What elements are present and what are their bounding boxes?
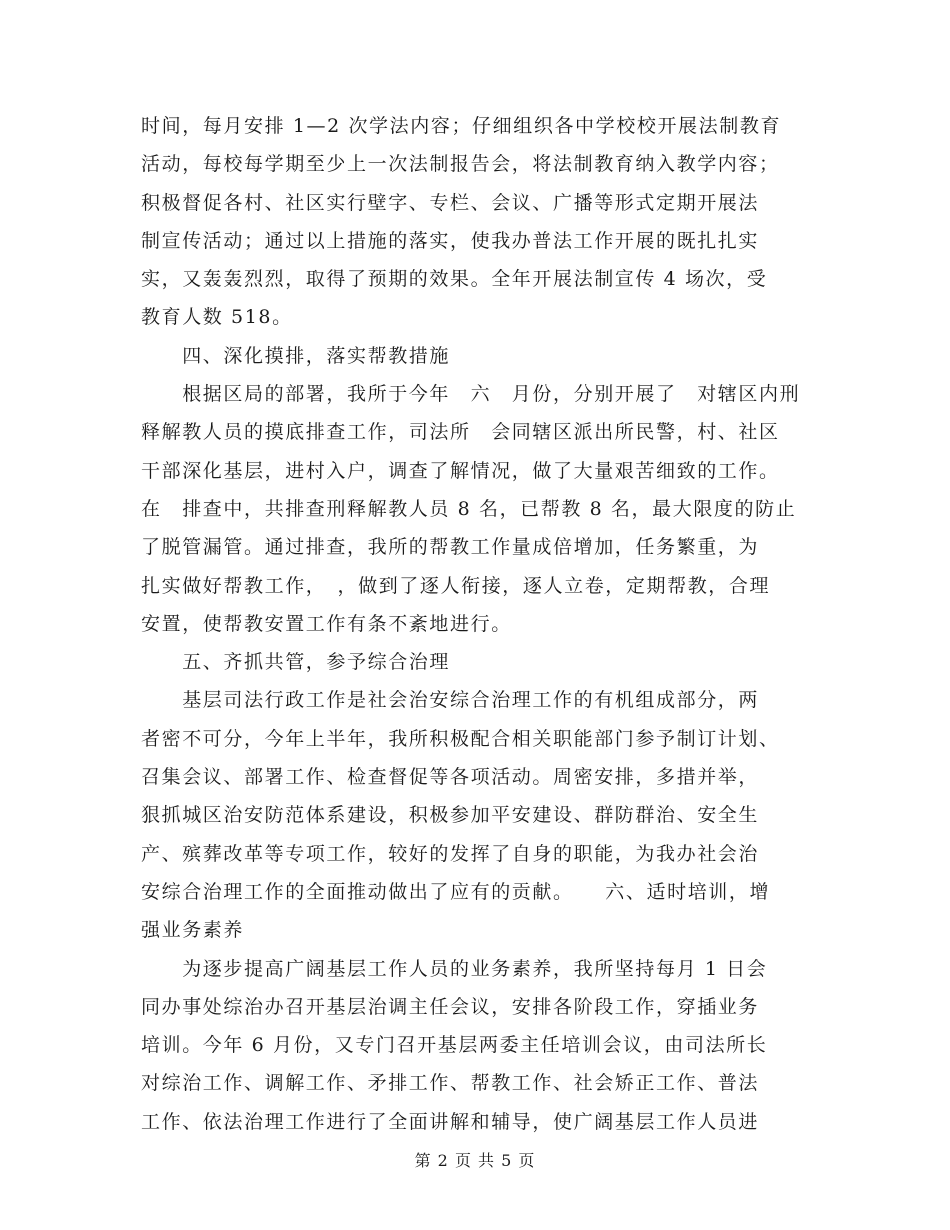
paragraph-line: 为逐步提高广阔基层工作人员的业务素养，我所坚持每月 1 日会 [141,957,768,980]
paragraph-line: 安置，使帮教安置工作有条不紊地进行。 [141,612,512,635]
paragraph-line: 扎实做好帮教工作， ，做到了逐人衔接，逐人立卷，定期帮教，合理 [141,574,771,597]
paragraph-line: 工作、依法治理工作进行了全面讲解和辅导，使广阔基层工作人员进 [141,1110,760,1133]
paragraph-line: 产、殡葬改革等专项工作，较好的发挥了自身的职能，为我办社会治 [141,842,760,865]
paragraph-line: 召集会议、部署工作、检查督促等各项活动。周密安排，多措并举， [141,766,760,789]
paragraph-line: 积极督促各村、社区实行壁字、专栏、会议、广播等形式定期开展法 [141,191,760,214]
paragraph-line: 释解教人员的摸底排查工作，司法所 会同辖区派出所民警，村、社区 [141,421,780,444]
paragraph-line: 了脱管漏管。通过排查，我所的帮教工作量成倍增加，任务繁重，为 [141,536,760,559]
paragraph-line: 制宣传活动；通过以上措施的落实，使我办普法工作开展的既扎扎实 [141,229,760,252]
paragraph-line: 狠抓城区治安防范体系建设，积极参加平安建设、群防群治、安全生 [141,804,760,827]
page-number-footer: 第 2 页 共 5 页 [414,1151,536,1170]
paragraph-line: 五、齐抓共管，参予综合治理 [141,651,451,674]
paragraph-line: 强业务素养 [141,919,245,942]
paragraph-line: 干部深化基层，进村入户，调查了解情况，做了大量艰苦细致的工作。 [141,459,780,482]
paragraph-line: 在 排查中，共排查刑释解教人员 8 名，已帮教 8 名，最大限度的防止 [141,497,797,520]
paragraph-line: 活动，每校每学期至少上一次法制报告会，将法制教育纳入教学内容； [141,153,780,176]
paragraph-line: 基层司法行政工作是社会治安综合治理工作的有机组成部分，两 [141,689,760,712]
paragraph-line: 四、深化摸排，落实帮教措施 [141,344,451,367]
paragraph-line: 教育人数 518。 [141,306,293,329]
paragraph-line: 时间，每月安排 1—2 次学法内容；仔细组织各中学校校开展法制教育 [141,115,782,137]
paragraph-line: 根据区局的部署，我所于今年 六 月份，分别开展了 对辖区内刑 [141,383,801,406]
paragraph-line: 对综治工作、调解工作、矛排工作、帮教工作、社会矫正工作、普法 [141,1072,760,1095]
paragraph-line: 者密不可分，今年上半年，我所积极配合相关职能部门参予制订计划、 [141,727,780,750]
paragraph-line: 安综合治理工作的全面推动做出了应有的贡献。 六、适时培训，增 [141,880,771,903]
paragraph-line: 同办事处综治办召开基层治调主任会议，安排各阶段工作，穿插业务 [141,995,760,1018]
paragraph-line: 培训。今年 6 月份，又专门召开基层两委主任培训会议，由司法所长 [141,1034,768,1057]
document-body [141,107,821,1141]
paragraph-line: 实，又轰轰烈烈，取得了预期的效果。全年开展法制宣传 4 场次，受 [141,268,768,291]
